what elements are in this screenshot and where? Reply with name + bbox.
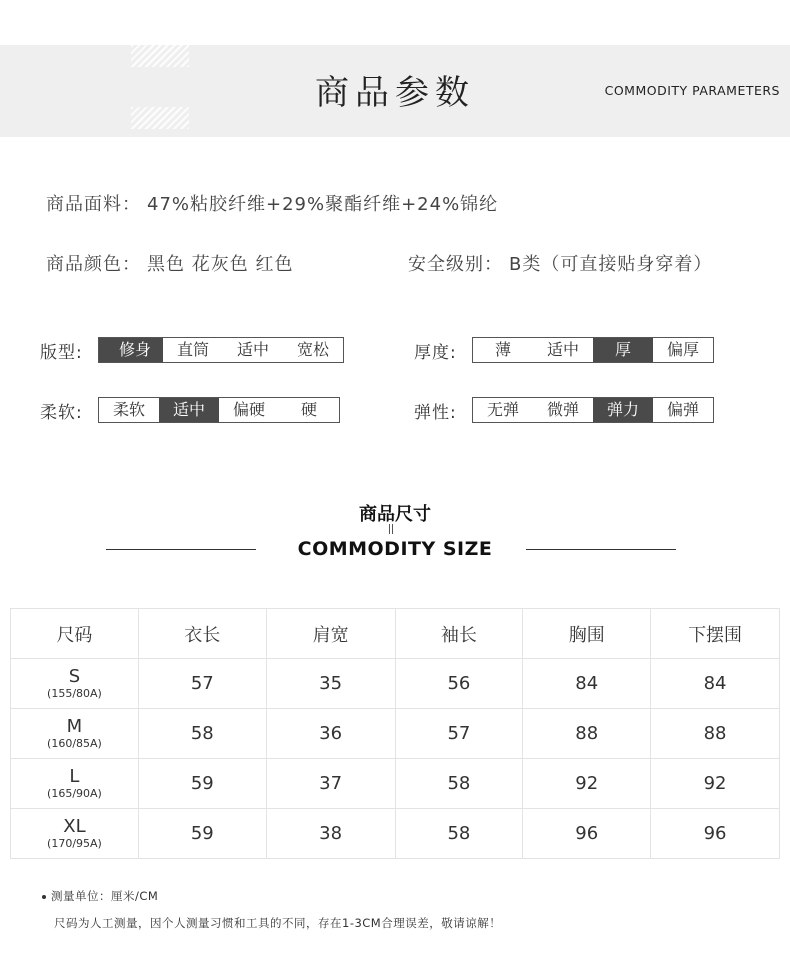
scale-options — [98, 397, 340, 423]
safety-info — [408, 250, 712, 276]
measurement-cell: 38 — [266, 809, 395, 859]
column-header: 袖长 — [395, 609, 523, 659]
scale-option-selected: 厚 — [593, 338, 653, 362]
column-header: 肩宽 — [266, 609, 395, 659]
scale-option-selected: 弹力 — [593, 398, 653, 422]
decorative-stripes — [131, 45, 189, 67]
section-title-en: COMMODITY PARAMETERS — [604, 83, 780, 98]
disclaimer-note: 尺码为人工测量，因个人测量习惯和工具的不同，存在1-3CM合理误差，敬请谅解！ — [54, 916, 502, 930]
column-header: 衣长 — [138, 609, 266, 659]
scale-option: 偏弹 — [666, 400, 699, 419]
measurement-cell: 84 — [523, 659, 651, 709]
unit-note-text: 测量单位：厘米/CM — [51, 889, 159, 903]
fabric-value: 47%粘胶纤维+29%聚酯纤维+24%锦纶 — [147, 194, 499, 215]
scale-option: 偏硬 — [232, 400, 265, 419]
measurement-cell: 88 — [651, 709, 780, 759]
table-row — [11, 759, 780, 809]
bullet-icon — [42, 895, 46, 899]
measurement-cell: 57 — [138, 659, 266, 709]
scale-label: 柔软: — [40, 402, 83, 423]
measurement-cell: 36 — [266, 709, 395, 759]
size-spec: (155/80A) — [47, 686, 102, 700]
scale-options — [98, 337, 344, 363]
measurement-cell: 35 — [266, 659, 395, 709]
scale-label: 厚度: — [414, 342, 457, 363]
column-header: 下摆围 — [651, 609, 780, 659]
size-spec: (165/90A) — [47, 786, 102, 800]
scale-label: 版型: — [40, 342, 83, 363]
size-spec: (170/95A) — [47, 836, 102, 850]
fabric-info — [46, 190, 498, 216]
scale-options — [472, 337, 714, 363]
fabric-label: 商品面料： — [46, 194, 141, 215]
divider-mark — [389, 524, 393, 534]
size-cell — [11, 709, 139, 759]
size-label: M — [66, 715, 83, 737]
size-title-cn: 商品尺寸 — [359, 504, 431, 525]
section-title-cn: 商品参数 — [315, 73, 475, 113]
measurement-cell: 37 — [266, 759, 395, 809]
column-header: 胸围 — [523, 609, 651, 659]
measurement-cell: 96 — [523, 809, 651, 859]
measurement-cell: 59 — [138, 809, 266, 859]
size-title-en: COMMODITY SIZE — [297, 538, 493, 560]
size-label: L — [69, 765, 80, 787]
measurement-cell: 96 — [651, 809, 780, 859]
safety-label: 安全级别： — [408, 254, 503, 275]
table-header-row — [11, 609, 780, 659]
scale-elasticity — [414, 397, 714, 423]
scale-option: 偏厚 — [666, 340, 699, 359]
scale-option: 直筒 — [176, 340, 209, 359]
safety-value: B类（可直接贴身穿着） — [509, 254, 713, 275]
measurement-cell: 88 — [523, 709, 651, 759]
table-row — [11, 709, 780, 759]
scale-thickness — [414, 337, 714, 363]
size-table — [10, 608, 780, 859]
header-banner — [0, 45, 790, 137]
size-cell — [11, 809, 139, 859]
scale-label: 弹性: — [414, 402, 457, 423]
unit-note — [42, 888, 158, 904]
divider-line-right — [526, 549, 676, 550]
scale-option-selected: 修身 — [99, 338, 163, 362]
size-spec: (160/85A) — [47, 736, 102, 750]
measurement-cell: 84 — [651, 659, 780, 709]
scale-option-selected: 适中 — [159, 398, 219, 422]
table-body — [11, 659, 780, 859]
measurement-cell: 58 — [395, 759, 523, 809]
table-row — [11, 809, 780, 859]
scale-option: 宽松 — [296, 340, 329, 359]
scale-softness — [40, 397, 340, 423]
measurement-cell: 57 — [395, 709, 523, 759]
size-cell — [11, 659, 139, 709]
size-label: S — [68, 665, 81, 687]
scale-option: 无弹 — [486, 400, 519, 419]
table-row — [11, 659, 780, 709]
scale-option: 微弹 — [546, 400, 579, 419]
color-label: 商品颜色： — [46, 254, 141, 275]
column-header: 尺码 — [11, 609, 139, 659]
measurement-cell: 58 — [395, 809, 523, 859]
measurement-cell: 56 — [395, 659, 523, 709]
color-info — [46, 250, 293, 276]
measurement-cell: 59 — [138, 759, 266, 809]
scale-option: 柔软 — [112, 400, 145, 419]
scale-option: 薄 — [494, 340, 511, 359]
scale-option: 适中 — [546, 340, 579, 359]
scale-options — [472, 397, 714, 423]
scale-option: 硬 — [300, 400, 317, 419]
measurement-cell: 92 — [523, 759, 651, 809]
scale-fit — [40, 337, 344, 363]
size-label: XL — [63, 815, 86, 837]
scale-option: 适中 — [236, 340, 269, 359]
color-value: 黑色 花灰色 红色 — [147, 254, 294, 275]
measurement-cell: 58 — [138, 709, 266, 759]
measurement-cell: 92 — [651, 759, 780, 809]
size-cell — [11, 759, 139, 809]
